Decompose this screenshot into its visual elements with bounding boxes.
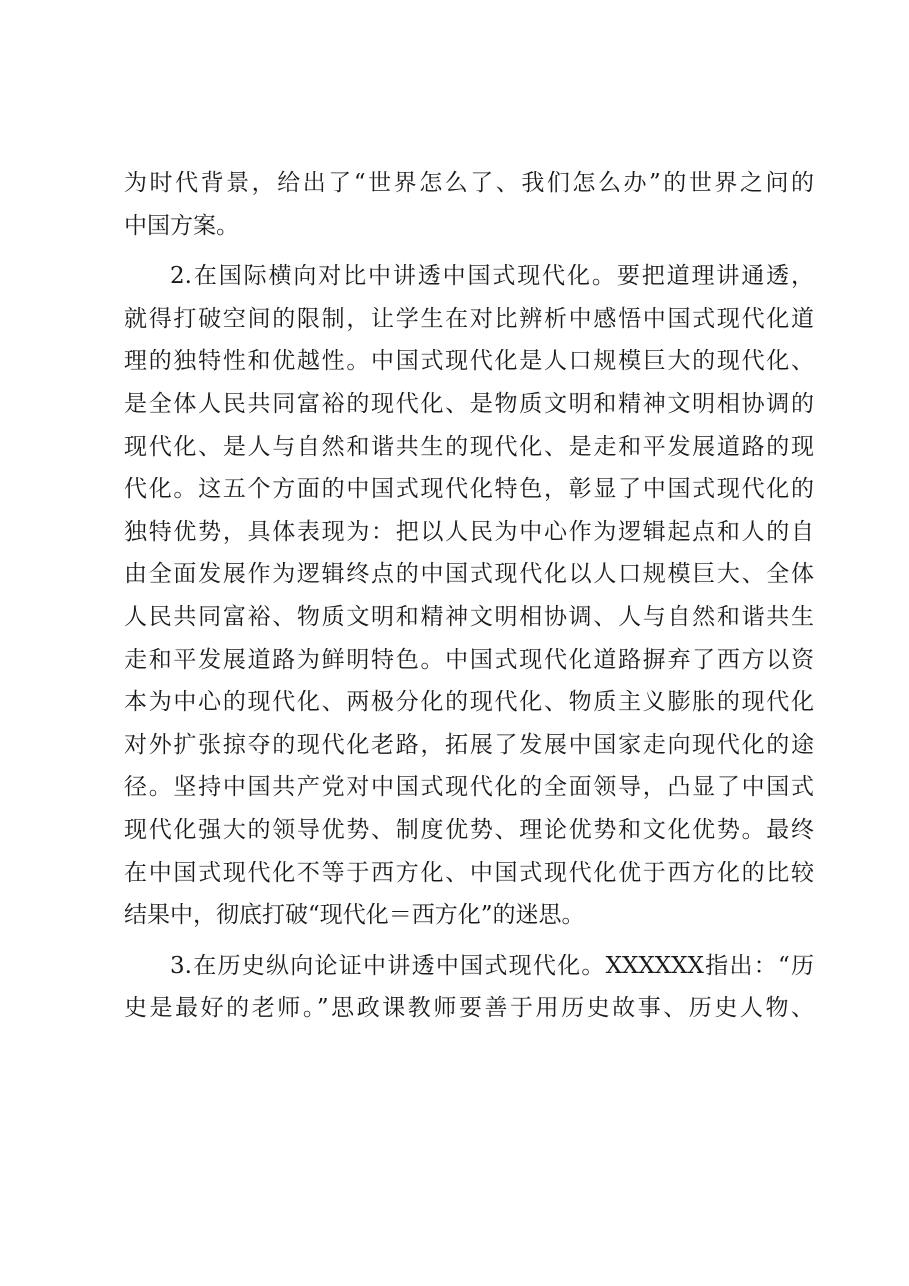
document-body: [124, 162, 814, 1030]
text-line: 人民共同富裕、物质文明和精神文明相协调、人与自然和谐共生: [124, 603, 814, 630]
text-line: 代化。这五个方面的中国式现代化特色，彰显了中国式现代化的: [124, 476, 814, 503]
paragraph-1: [124, 162, 814, 247]
text-line: 在中国式现代化不等于西方化、中国式现代化优于西方化的比较: [124, 859, 814, 886]
text-line: 对外扩张掠夺的现代化老路，拓展了发展中国家走向现代化的途: [124, 731, 814, 758]
text-line: 现代化强大的领导优势、制度优势、理论优势和文化优势。最终: [124, 816, 814, 843]
text-line: 为时代背景，给出了“世界怎么了、我们怎么办”的世界之问的: [124, 170, 814, 196]
text-line: 结果中，彻底打破“现代化＝西方化”的迷思。: [124, 902, 585, 929]
text-line: 史是最好的老师。”思政课教师要善于用历史故事、历史人物、: [124, 995, 814, 1022]
text-line: 2.在国际横向对比中讲透中国式现代化。要把道理讲通透，: [170, 263, 814, 290]
paragraph-3: [124, 945, 814, 1030]
text-line: 3.在历史纵向论证中讲透中国式现代化。XXXXXX指出：“历: [170, 952, 814, 979]
text-line: 理的独特性和优越性。中国式现代化是人口规模巨大的现代化、: [124, 348, 814, 375]
text-line: 本为中心的现代化、两极分化的现代化、物质主义膨胀的现代化: [124, 689, 814, 716]
text-line: 是全体人民共同富裕的现代化、是物质文明和精神文明相协调的: [124, 390, 814, 417]
text-line: 由全面发展作为逻辑终点的中国式现代化以人口规模巨大、全体: [124, 561, 814, 588]
text-line: 中国方案。: [124, 212, 239, 239]
text-line: 走和平发展道路为鲜明特色。中国式现代化道路摒弃了西方以资: [124, 646, 814, 673]
text-line: 就得打破空间的限制，让学生在对比辨析中感悟中国式现代化道: [124, 305, 814, 332]
text-line: 独特优势，具体表现为：把以人民为中心作为逻辑起点和人的自: [124, 518, 814, 545]
text-line: 现代化、是人与自然和谐共生的现代化、是走和平发展道路的现: [124, 433, 814, 460]
text-line: 径。坚持中国共产党对中国式现代化的全面领导，凸显了中国式: [124, 774, 814, 801]
paragraph-2: [124, 255, 814, 937]
